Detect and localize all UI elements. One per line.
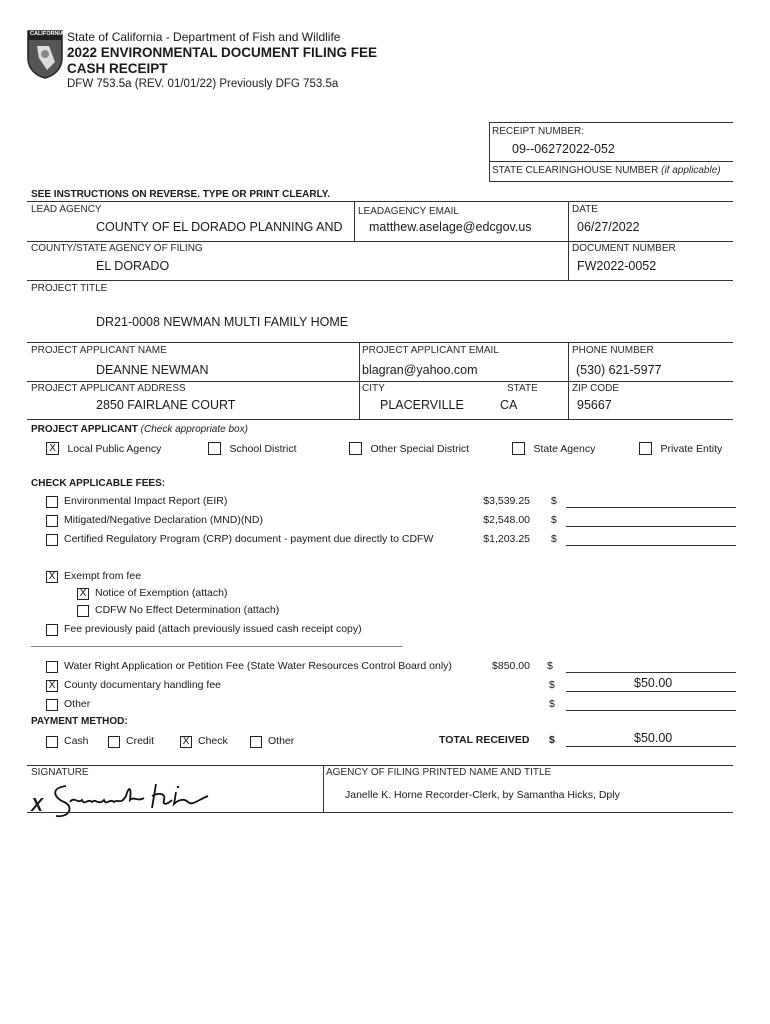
filing-agency-label: COUNTY/STATE AGENCY OF FILING	[31, 243, 203, 254]
header-agency: State of California - Department of Fish and Wildlife	[67, 30, 341, 44]
checkbox-box[interactable]	[46, 534, 58, 546]
fee-label: County documentary handling fee	[64, 679, 222, 691]
fee-row-no-effect[interactable]	[77, 604, 377, 618]
fee-row-exempt[interactable]	[46, 570, 346, 584]
zip-value: 95667	[577, 398, 612, 412]
fee-row-notice-of-exemption[interactable]	[77, 587, 377, 601]
fee-row-mnd[interactable]	[46, 514, 736, 528]
lead-agency-email-label: LEADAGENCY EMAIL	[358, 206, 459, 217]
fee-label: Certified Regulatory Program (CRP) document - payment due directly to CDFW	[64, 533, 434, 545]
fee-paid-line	[566, 710, 736, 711]
checkbox-box[interactable]	[46, 736, 58, 748]
fee-row-previously-paid[interactable]	[46, 623, 446, 637]
filing-agency-value: EL DORADO	[96, 259, 170, 273]
fee-paid-line	[566, 526, 736, 527]
clearinghouse-label: STATE CLEARINGHOUSE NUMBER	[492, 165, 659, 176]
payment-heading: PAYMENT METHOD:	[31, 716, 128, 727]
fee-label: Fee previously paid (attach previously issued cash receipt copy)	[64, 623, 362, 635]
fee-row-eir[interactable]	[46, 495, 736, 509]
state-value: CA	[500, 398, 518, 412]
total-received-value: $50.00	[634, 731, 673, 745]
applicant-type-heading	[31, 424, 248, 435]
fee-paid-line	[566, 691, 736, 692]
option-label: Private Entity	[660, 442, 723, 455]
checkbox-box[interactable]	[250, 736, 262, 748]
fee-row-crp[interactable]	[46, 533, 736, 547]
payment-label: Other	[268, 735, 295, 747]
checkbox-box[interactable]	[512, 442, 525, 455]
city-value: PLACERVILLE	[380, 398, 464, 412]
agency-filing-name-value: Janelle K. Horne Recorder-Clerk, by Samantha Hicks, Dply	[345, 789, 620, 801]
applicant-name-label: PROJECT APPLICANT NAME	[31, 345, 167, 356]
signature-x-mark: X	[31, 795, 44, 815]
checkbox-box[interactable]	[46, 624, 58, 636]
signature-label: SIGNATURE	[31, 767, 89, 778]
lead-agency-value: COUNTY OF EL DORADO PLANNING AND	[96, 220, 343, 234]
fee-paid-value: $50.00	[634, 676, 673, 690]
applicant-type-title: PROJECT APPLICANT	[31, 424, 138, 435]
lead-agency-label: LEAD AGENCY	[31, 204, 102, 215]
payment-check[interactable]	[180, 735, 240, 749]
payment-label: Check	[198, 735, 228, 747]
dollar-sign: $	[549, 698, 555, 710]
fee-label: Exempt from fee	[64, 570, 142, 582]
applicant-address: 2850 FAIRLANE COURT	[96, 398, 236, 412]
document-number: FW2022-0052	[577, 259, 657, 273]
checkbox-box[interactable]	[349, 442, 362, 455]
instructions: SEE INSTRUCTIONS ON REVERSE. TYPE OR PRINT CLEARLY.	[31, 189, 331, 200]
checkbox-box[interactable]: X	[46, 680, 58, 692]
fee-amount: $3,539.25	[483, 495, 530, 507]
project-title-label: PROJECT TITLE	[31, 283, 108, 294]
checkbox-box[interactable]: X	[46, 442, 59, 455]
total-dollar-sign: $	[549, 734, 555, 746]
option-label: Other Special District	[370, 442, 470, 455]
lead-agency-email: matthew.aselage@edcgov.us	[369, 220, 532, 234]
handwritten-signature	[48, 778, 218, 820]
fee-label: Other	[64, 698, 91, 710]
agency-filing-name-label: AGENCY OF FILING PRINTED NAME AND TITLE	[326, 767, 552, 778]
city-label: CITY	[362, 383, 385, 394]
applicant-name: DEANNE NEWMAN	[96, 363, 209, 377]
dollar-sign: $	[551, 533, 557, 545]
checkbox-box[interactable]	[208, 442, 221, 455]
checkbox-box[interactable]	[77, 605, 89, 617]
form-number: DFW 753.5a (REV. 01/01/22) Previously DFG 753.5a	[67, 78, 339, 90]
checkbox-box[interactable]	[46, 515, 58, 527]
seal-text: CALIFORNIA	[30, 31, 64, 37]
checkbox-box[interactable]	[639, 442, 652, 455]
dollar-sign: $	[549, 679, 555, 691]
fee-paid-line	[566, 507, 736, 508]
payment-label: Credit	[126, 735, 155, 747]
phone-value: (530) 621-5977	[576, 363, 662, 377]
dollar-sign: $	[547, 660, 553, 672]
checkbox-box[interactable]	[108, 736, 120, 748]
checkbox-box[interactable]: X	[77, 588, 89, 600]
fee-row-county-handling[interactable]	[46, 676, 736, 693]
fee-row-other[interactable]	[46, 698, 736, 712]
zip-label: ZIP CODE	[572, 383, 620, 394]
fees-heading: CHECK APPLICABLE FEES:	[31, 478, 166, 489]
fee-label: Notice of Exemption (attach)	[95, 587, 228, 599]
receipt-number-label: RECEIPT NUMBER:	[492, 126, 585, 137]
fee-amount: $850.00	[492, 660, 530, 672]
form-title: 2022 ENVIRONMENTAL DOCUMENT FILING FEE	[67, 45, 378, 60]
fee-label: Environmental Impact Report (EIR)	[64, 495, 228, 507]
form-subtitle: CASH RECEIPT	[67, 61, 168, 76]
fee-paid-line	[566, 545, 736, 546]
payment-other[interactable]	[250, 735, 310, 749]
checkbox-box[interactable]	[46, 661, 58, 673]
checkbox-other-special-district[interactable]	[349, 440, 469, 458]
clearinghouse-note: (if applicable)	[661, 165, 721, 176]
fee-paid-line	[566, 672, 736, 673]
option-label: State Agency	[533, 442, 596, 455]
fee-amount: $1,203.25	[483, 533, 530, 545]
fee-amount: $2,548.00	[483, 514, 530, 526]
payment-credit[interactable]	[108, 735, 168, 749]
total-received-label: TOTAL RECEIVED	[439, 734, 530, 746]
checkbox-box[interactable]: X	[46, 571, 58, 583]
applicant-type-note: (Check appropriate box)	[140, 424, 248, 435]
applicant-email: blagran@yahoo.com	[362, 363, 478, 377]
receipt-number: 09--06272022-052	[512, 142, 615, 156]
clearinghouse-field	[492, 165, 721, 176]
checkbox-box[interactable]	[46, 699, 58, 711]
applicant-address-label: PROJECT APPLICANT ADDRESS	[31, 383, 186, 394]
california-seal-logo	[25, 28, 65, 80]
date-label: DATE	[572, 204, 598, 215]
checkbox-private-entity[interactable]	[639, 440, 722, 458]
document-number-label: DOCUMENT NUMBER	[572, 243, 676, 254]
checkbox-state-agency[interactable]	[512, 440, 595, 458]
phone-label: PHONE NUMBER	[572, 345, 654, 356]
fee-label: Mitigated/Negative Declaration (MND)(ND)	[64, 514, 263, 526]
option-label: Local Public Agency	[67, 442, 162, 455]
option-label: School District	[229, 442, 297, 455]
fee-row-water-right[interactable]	[46, 660, 736, 674]
project-title: DR21-0008 NEWMAN MULTI FAMILY HOME	[96, 315, 349, 329]
state-label: STATE	[507, 383, 538, 394]
fee-label: CDFW No Effect Determination (attach)	[95, 604, 280, 616]
fee-label: Water Right Application or Petition Fee (State Water Resources Control Board only)	[64, 660, 452, 672]
date-value: 06/27/2022	[577, 220, 640, 234]
payment-label: Cash	[64, 735, 89, 747]
checkbox-school-district[interactable]	[208, 440, 297, 458]
applicant-email-label: PROJECT APPLICANT EMAIL	[362, 345, 499, 356]
dollar-sign: $	[551, 495, 557, 507]
dollar-sign: $	[551, 514, 557, 526]
payment-cash[interactable]	[46, 735, 106, 749]
checkbox-box[interactable]	[46, 496, 58, 508]
checkbox-box[interactable]: X	[180, 736, 192, 748]
checkbox-local-public-agency[interactable]	[46, 440, 161, 458]
